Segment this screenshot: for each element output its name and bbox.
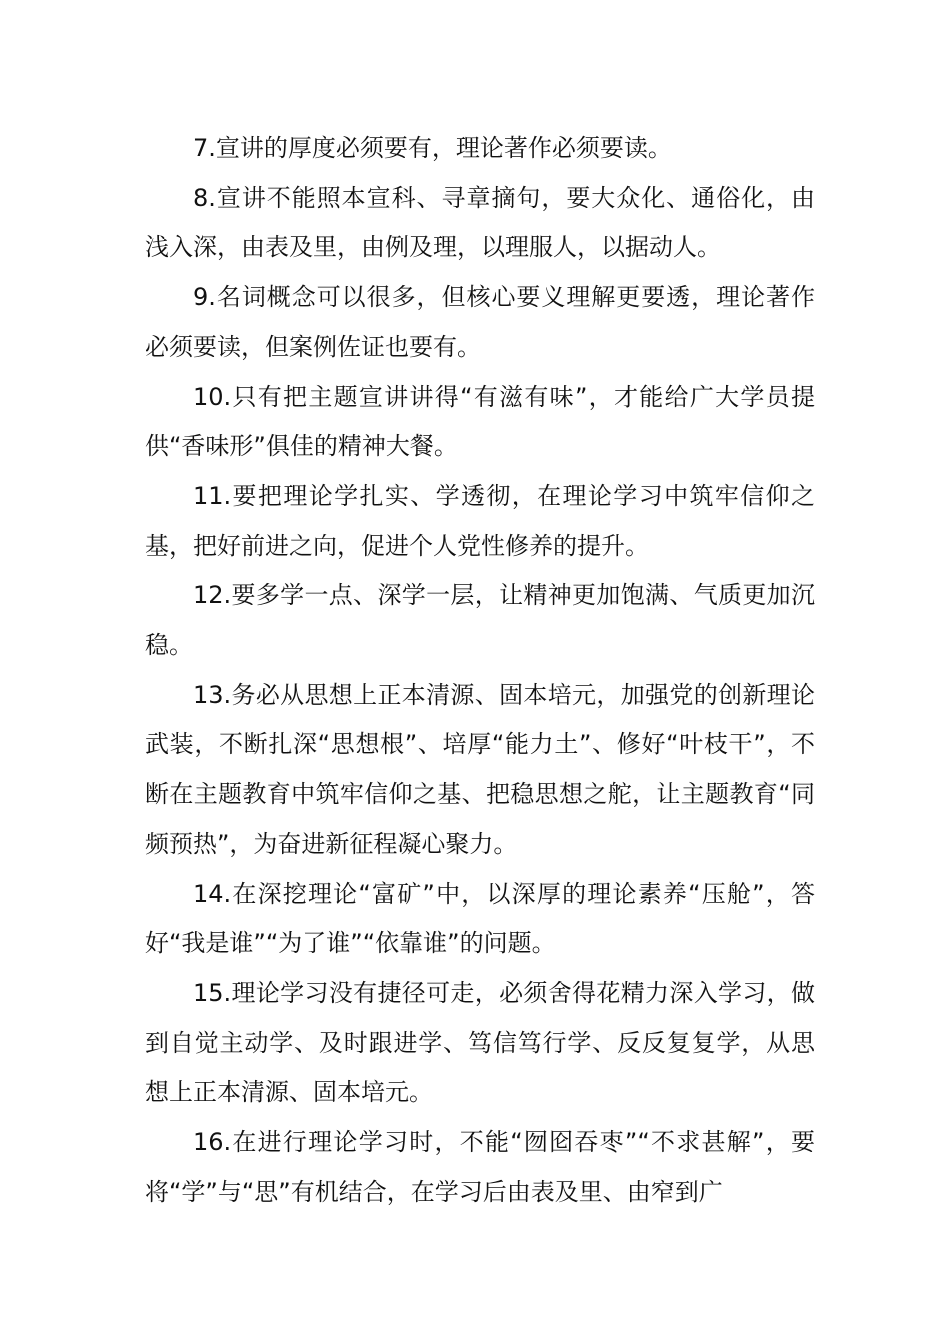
- paragraph-12: 12.要多学一点、深学一层，让精神更加饱满、气质更加沉稳。: [145, 581, 815, 660]
- paragraph-14: 14.在深挖理论“富矿”中，以深厚的理论素养“压舱”，答好“我是谁”“为了谁”“依靠谁”的问题。: [145, 879, 815, 958]
- document-body: [145, 124, 815, 1217]
- paragraph-15: 15.理论学习没有捷径可走，必须舍得花精力深入学习，做到自觉主动学、及时跟进学、笃信笃行学、反反复复学，从思想上正本清源、固本培元。: [145, 978, 815, 1107]
- paragraph-11: 11.要把理论学扎实、学透彻，在理论学习中筑牢信仰之基，把好前进之向，促进个人党性修养的提升。: [145, 481, 815, 560]
- paragraph-8: 8.宣讲不能照本宣科、寻章摘句，要大众化、通俗化，由浅入深，由表及里，由例及理，以理服人，以据动人。: [145, 183, 815, 262]
- paragraph-16: 16.在进行理论学习时，不能“囫囵吞枣”“不求甚解”，要将“学”与“思”有机结合，在学习后由表及里、由窄到广: [145, 1128, 815, 1206]
- paragraph-10: 10.只有把主题宣讲讲得“有滋有味”，才能给广大学员提供“香味形”俱佳的精神大餐。: [145, 382, 815, 461]
- paragraph-7: 7.宣讲的厚度必须要有，理论著作必须要读。: [193, 134, 672, 162]
- paragraph-13: 13.务必从思想上正本清源、固本培元，加强党的创新理论武装，不断扎深“思想根”、培厚“能力土”、修好“叶枝干”，不断在主题教育中筑牢信仰之基、把稳思想之舵，让主题教育“同频预热”，为奋进新征程凝心聚力。: [145, 680, 815, 858]
- paragraph-9: 9.名词概念可以很多，但核心要义理解更要透，理论著作必须要读，但案例佐证也要有。: [145, 283, 815, 361]
